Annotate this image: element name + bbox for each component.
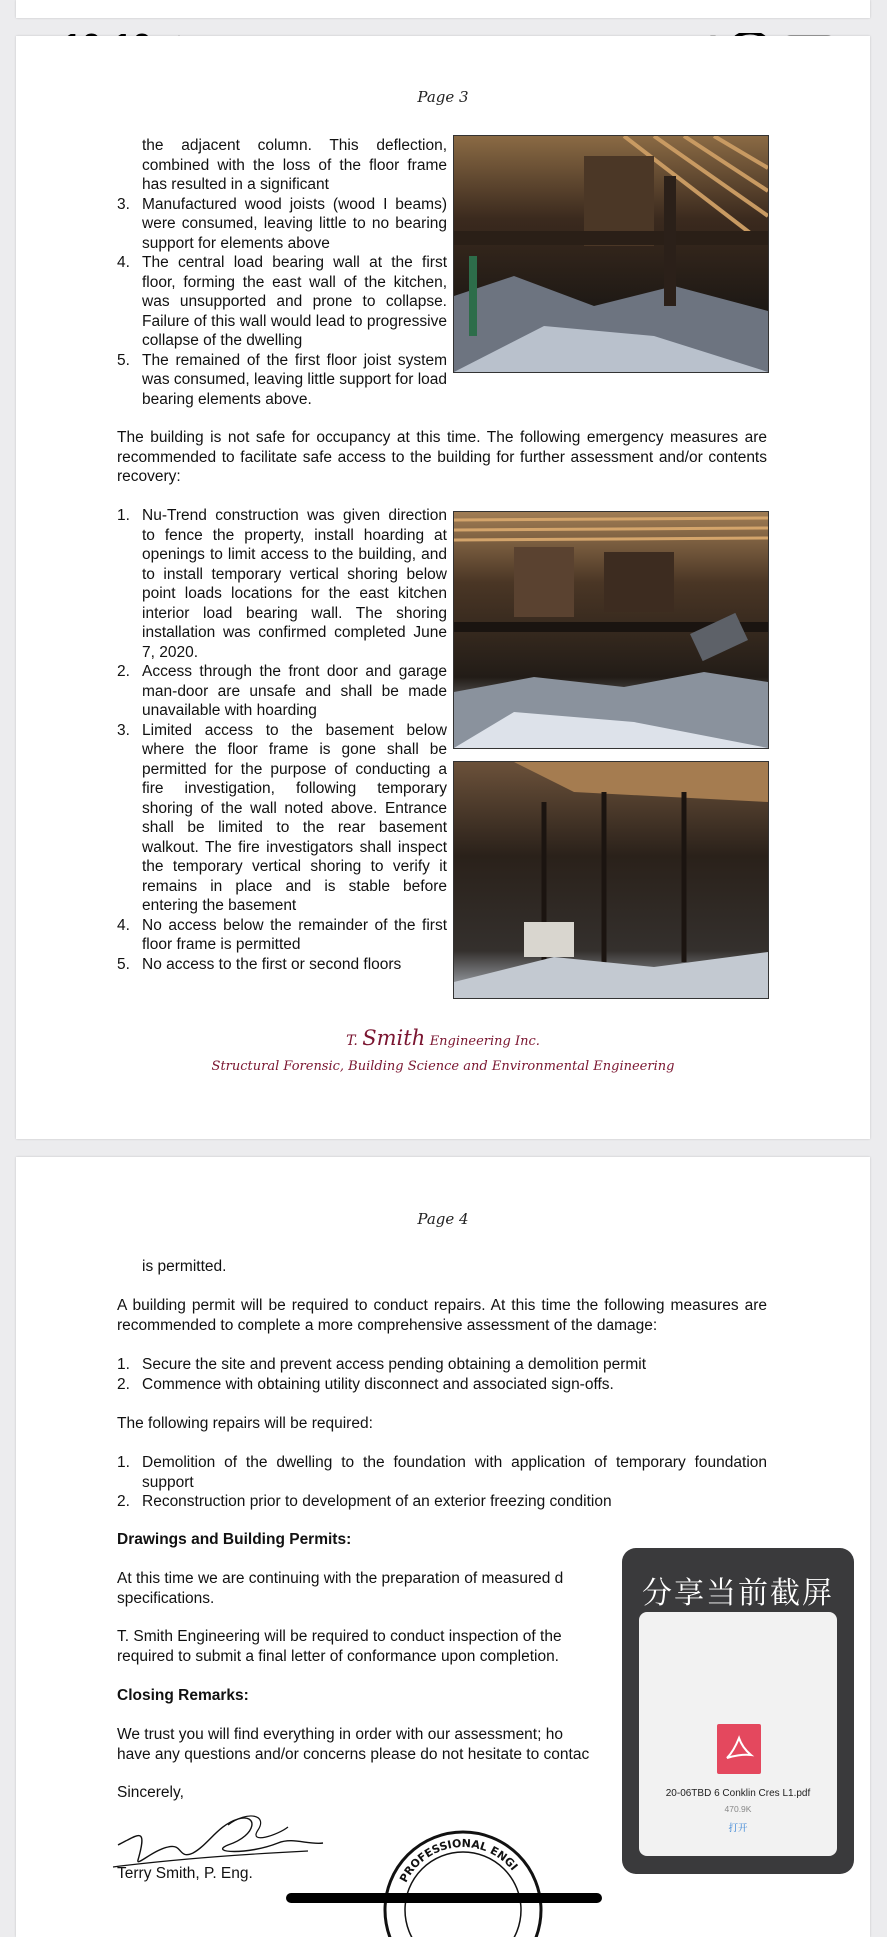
open-link[interactable]: 打开 <box>728 1823 748 1834</box>
previous-page-edge <box>16 0 870 18</box>
list-emergency-measures <box>117 506 447 974</box>
fire-damage-photo <box>453 761 769 999</box>
signatory-name: Terry Smith, P. Eng. <box>117 1865 253 1882</box>
fire-damage-photo <box>453 135 769 373</box>
professional-engineer-stamp <box>380 1827 546 1937</box>
list-item: 2. Access through the front door and garage man-door are unsafe and shall be made unavailable with hoarding <box>117 663 447 719</box>
paragraph-building-permit: A building permit will be required to conduct repairs. At this time the following measures are recommended to complete a more comprehensive assessment of the damage: <box>117 1297 767 1334</box>
list-structural-damage <box>117 136 447 409</box>
document-page-3[interactable] <box>16 36 870 1139</box>
list-item: 4. No access below the remainder of the first floor frame is permitted <box>117 916 447 953</box>
page-number: Page 3 <box>417 88 469 106</box>
list-assessment-measures <box>117 1355 767 1394</box>
share-panel-title: 分享当前截屏 <box>642 1576 834 1611</box>
paragraph-not-safe: The building is not safe for occupancy at this time. The following emergency measures are recommended to facilitate safe access to the building for further assessment and/or contents recovery: <box>117 429 767 485</box>
list-item: 4. The central load bearing wall at the first floor, forming the east wall of the kitchen, was unsupported and prone to collapse. Failure of this wall would lead to progressive collapse of the dwelling <box>117 254 447 349</box>
list-item: 1. Nu-Trend construction was given direction to fence the property, install hoarding at openings to limit access to the building, and to install temporary vertical shoring below point loads locations for the east kitchen interior load bearing wall. The shoring installation was confirmed completed June 7, 2020. <box>117 507 447 661</box>
list-repairs <box>117 1453 767 1512</box>
paragraph-repairs: The following repairs will be required: <box>117 1415 373 1432</box>
heading-drawings-permits: Drawings and Building Permits: <box>117 1531 352 1548</box>
list-item: 3. Limited access to the basement below where the floor frame is gone shall be permitted for the purpose of conducting a fire investigation, following temporary shoring of the wall noted above. Entrance shall be limited to the rear basement walkout. The fire investigators shall inspect the temporary vertical shoring to verify it remains in place and is stable before entering the basement <box>117 721 447 914</box>
paragraph-drawings: At this time we are continuing with the preparation of measured d specifications. <box>117 1570 564 1607</box>
continued-text: is permitted. <box>142 1258 227 1275</box>
list-item: 2. Commence with obtaining utility disconnect and associated sign-offs. <box>117 1375 614 1393</box>
file-name: 20-06TBD 6 Conklin Cres L1.pdf <box>665 1788 811 1799</box>
closing-sincerely: Sincerely, <box>117 1784 184 1801</box>
paragraph-closing: We trust you will find everything in order with our assessment; ho have any questions and/or concerns please do not hesitate to contac <box>117 1726 590 1763</box>
list-item: 1. Secure the site and prevent access pending obtaining a demolition permit <box>117 1356 647 1373</box>
share-file-card[interactable] <box>639 1612 837 1856</box>
company-tagline: Structural Forensic, Building Science and Environmental Engineering <box>211 1059 675 1074</box>
page-number: Page 4 <box>417 1210 469 1228</box>
list-item: 5. No access to the first or second floors <box>117 955 402 973</box>
home-indicator[interactable] <box>286 1893 602 1903</box>
list-item: 2. Reconstruction prior to development of an exterior freezing condition <box>117 1493 612 1510</box>
fire-damage-photo <box>453 511 769 749</box>
list-item: the adjacent column. This deflection, combined with the loss of the floor frame has resulted in a significant <box>142 137 447 193</box>
paragraph-inspection: T. Smith Engineering will be required to conduct inspection of the required to submit a final letter of conformance upon completion. <box>117 1628 562 1665</box>
list-item: 3. Manufactured wood joists (wood I beams) were consumed, leaving little to no bearing support for elements above <box>117 195 447 252</box>
pdf-file-icon <box>717 1724 761 1774</box>
heading-closing-remarks: Closing Remarks: <box>117 1687 249 1704</box>
list-item: 5. The remained of the first floor joist system was consumed, leaving little support for load bearing elements above. <box>117 351 447 408</box>
share-screenshot-panel[interactable] <box>622 1548 854 1874</box>
company-name: T. Smith Engineering Inc. <box>346 1026 540 1050</box>
svg-text:PROFESSIONAL ENGI: PROFESSIONAL ENGI <box>397 1836 521 1885</box>
file-size: 470.9K <box>724 1804 752 1814</box>
list-item: 1. Demolition of the dwelling to the foundation with application of temporary foundation support <box>117 1454 767 1491</box>
